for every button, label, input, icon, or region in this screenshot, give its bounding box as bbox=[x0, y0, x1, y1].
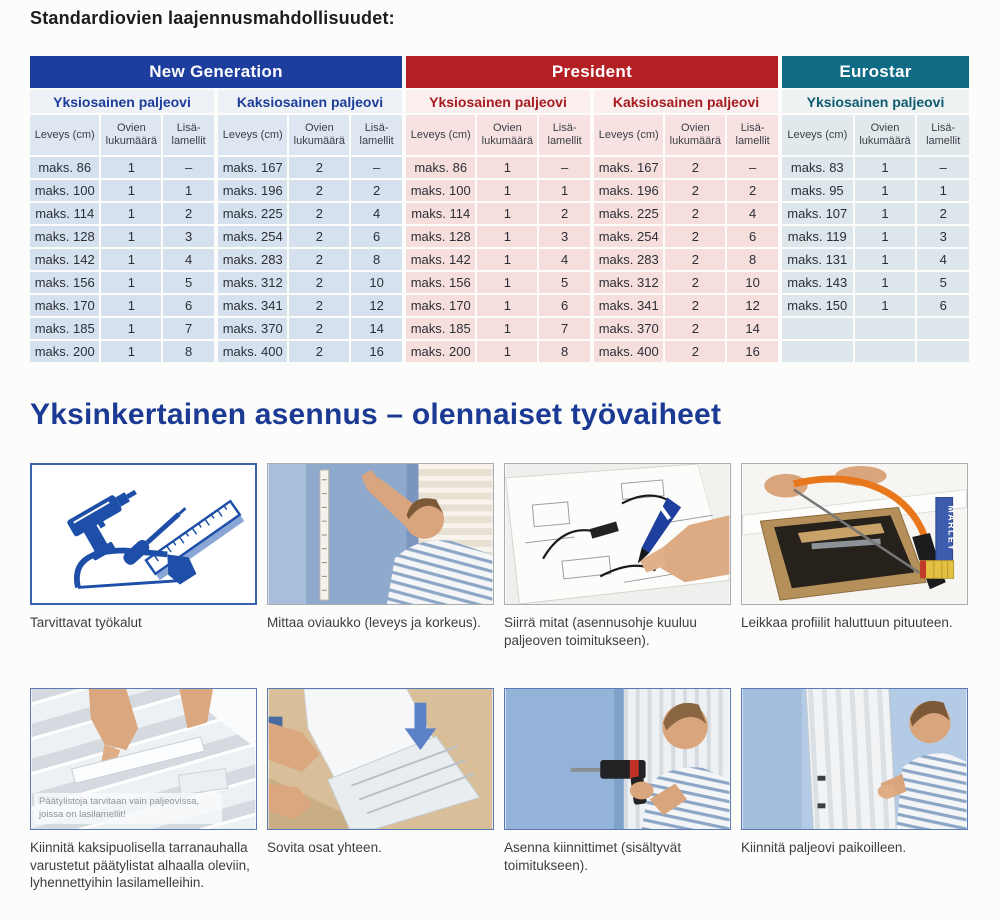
table-cell: maks. 341 bbox=[594, 295, 663, 316]
door-type-group bbox=[406, 90, 590, 362]
column-header: Lisä-lamellit bbox=[163, 115, 214, 155]
table-cell: 1 bbox=[101, 180, 161, 201]
saw-illustration bbox=[742, 464, 967, 604]
table-cell: 2 bbox=[289, 157, 349, 178]
table-cell: 2 bbox=[289, 226, 349, 247]
brand-section-new-generation bbox=[30, 56, 402, 362]
brand-groups bbox=[30, 90, 402, 362]
folding-ruler-icon bbox=[920, 561, 954, 579]
table-cell: 10 bbox=[727, 272, 778, 293]
table-cell: 14 bbox=[351, 318, 402, 339]
step-caption: Asenna kiinnittimet (sisältyvät toimitukseen). bbox=[504, 840, 682, 873]
drill-illustration bbox=[505, 689, 730, 829]
table-cell: 6 bbox=[917, 295, 969, 316]
table-cell: maks. 131 bbox=[782, 249, 853, 270]
table-cell: 2 bbox=[665, 226, 725, 247]
column-header: Leveys (cm) bbox=[782, 115, 853, 155]
table-cell: 2 bbox=[289, 249, 349, 270]
column-header: Leveys (cm) bbox=[594, 115, 663, 155]
table-cell bbox=[917, 341, 969, 362]
table-cell: 7 bbox=[539, 318, 590, 339]
spec-grid bbox=[406, 115, 590, 362]
group-title: Yksiosainen paljeovi bbox=[782, 90, 969, 113]
table-cell: 1 bbox=[477, 226, 537, 247]
table-cell: 2 bbox=[665, 249, 725, 270]
spec-grid bbox=[218, 115, 402, 362]
table-cell: maks. 114 bbox=[30, 203, 99, 224]
table-cell: 14 bbox=[727, 318, 778, 339]
table-cell: 2 bbox=[665, 203, 725, 224]
table-cell: 10 bbox=[351, 272, 402, 293]
table-cell: 2 bbox=[727, 180, 778, 201]
table-cell: 8 bbox=[539, 341, 590, 362]
table-cell: 12 bbox=[727, 295, 778, 316]
table-cell: maks. 400 bbox=[218, 341, 287, 362]
table-cell: 1 bbox=[101, 203, 161, 224]
table-cell bbox=[782, 318, 853, 339]
table-cell: – bbox=[917, 157, 969, 178]
table-cell: maks. 100 bbox=[30, 180, 99, 201]
table-cell: maks. 225 bbox=[218, 203, 287, 224]
door-type-group bbox=[594, 90, 778, 362]
table-cell: 1 bbox=[101, 226, 161, 247]
table-cell: maks. 83 bbox=[782, 157, 853, 178]
package-label: MARLEY bbox=[946, 505, 957, 552]
table-cell: maks. 196 bbox=[218, 180, 287, 201]
table-cell: 3 bbox=[163, 226, 214, 247]
mount-door-photo bbox=[741, 688, 968, 830]
tools-illustration bbox=[32, 465, 255, 603]
table-cell: 5 bbox=[163, 272, 214, 293]
plan-photo bbox=[504, 463, 731, 605]
table-cell: maks. 200 bbox=[30, 341, 99, 362]
table-cell: 2 bbox=[539, 203, 590, 224]
table-cell: maks. 142 bbox=[406, 249, 475, 270]
step-tools bbox=[30, 463, 257, 649]
step-transfer-measurements bbox=[504, 463, 731, 649]
step-measure bbox=[267, 463, 494, 649]
table-cell: maks. 143 bbox=[782, 272, 853, 293]
table-cell: maks. 370 bbox=[218, 318, 287, 339]
table-cell: 8 bbox=[351, 249, 402, 270]
brand-section-president bbox=[406, 56, 778, 362]
installation-steps-row-1 bbox=[30, 463, 969, 649]
table-cell: 2 bbox=[665, 341, 725, 362]
step-cut-profiles bbox=[741, 463, 968, 649]
table-cell: – bbox=[351, 157, 402, 178]
table-cell: 1 bbox=[477, 318, 537, 339]
table-cell: 16 bbox=[351, 341, 402, 362]
column-header: Lisä-lamellit bbox=[539, 115, 590, 155]
table-cell: maks. 283 bbox=[594, 249, 663, 270]
section-title: Yksinkertainen asennus – olennaiset työvaiheet bbox=[30, 398, 722, 431]
plan-illustration bbox=[505, 464, 730, 604]
column-header: Leveys (cm) bbox=[218, 115, 287, 155]
table-cell: maks. 156 bbox=[406, 272, 475, 293]
table-cell: maks. 114 bbox=[406, 203, 475, 224]
end-strips-photo bbox=[30, 688, 257, 830]
column-header: Ovien lukumäärä bbox=[289, 115, 349, 155]
table-cell: 1 bbox=[855, 226, 916, 247]
table-cell: 2 bbox=[289, 341, 349, 362]
table-cell: maks. 312 bbox=[218, 272, 287, 293]
table-cell: 6 bbox=[727, 226, 778, 247]
table-cell: maks. 119 bbox=[782, 226, 853, 247]
column-header: Ovien lukumäärä bbox=[855, 115, 916, 155]
table-cell: 1 bbox=[855, 180, 916, 201]
table-cell: maks. 196 bbox=[594, 180, 663, 201]
table-cell: maks. 312 bbox=[594, 272, 663, 293]
table-cell: 1 bbox=[163, 180, 214, 201]
step-caption: Tarvittavat työkalut bbox=[30, 615, 142, 630]
table-cell: 2 bbox=[289, 318, 349, 339]
table-cell: 6 bbox=[539, 295, 590, 316]
table-cell: 5 bbox=[917, 272, 969, 293]
table-cell: 1 bbox=[477, 180, 537, 201]
brand-groups bbox=[406, 90, 778, 362]
door-type-group bbox=[218, 90, 402, 362]
column-header: Lisä-lamellit bbox=[917, 115, 969, 155]
table-cell: maks. 167 bbox=[594, 157, 663, 178]
fit-parts-illustration bbox=[268, 689, 493, 829]
table-cell: maks. 86 bbox=[30, 157, 99, 178]
table-cell: – bbox=[163, 157, 214, 178]
table-cell: 6 bbox=[163, 295, 214, 316]
column-header: Leveys (cm) bbox=[30, 115, 99, 155]
step-caption: Mittaa oviaukko (leveys ja korkeus). bbox=[267, 615, 481, 630]
table-cell: 2 bbox=[665, 272, 725, 293]
column-header: Ovien lukumäärä bbox=[665, 115, 725, 155]
door-type-group bbox=[782, 90, 969, 362]
table-cell: maks. 170 bbox=[406, 295, 475, 316]
wall bbox=[743, 689, 802, 829]
table-cell: 1 bbox=[101, 249, 161, 270]
table-cell: 1 bbox=[477, 249, 537, 270]
table-cell: 1 bbox=[477, 203, 537, 224]
table-cell: maks. 107 bbox=[782, 203, 853, 224]
table-cell: 4 bbox=[917, 249, 969, 270]
measure-illustration bbox=[268, 464, 493, 604]
step-fit-parts bbox=[267, 688, 494, 892]
table-cell: maks. 341 bbox=[218, 295, 287, 316]
table-cell: maks. 86 bbox=[406, 157, 475, 178]
table-cell: maks. 254 bbox=[218, 226, 287, 247]
table-cell: 1 bbox=[917, 180, 969, 201]
table-cell bbox=[855, 341, 916, 362]
table-cell: 2 bbox=[289, 180, 349, 201]
table-cell: – bbox=[539, 157, 590, 178]
measuring-tape-icon bbox=[320, 470, 329, 600]
spec-grid bbox=[782, 115, 969, 362]
door-type-group bbox=[30, 90, 214, 362]
table-cell: 5 bbox=[539, 272, 590, 293]
table-cell: 2 bbox=[665, 318, 725, 339]
brand-header-new-generation: New Generation bbox=[30, 56, 402, 88]
table-cell: 2 bbox=[665, 157, 725, 178]
table-cell: 12 bbox=[351, 295, 402, 316]
table-cell: maks. 95 bbox=[782, 180, 853, 201]
table-cell: 4 bbox=[539, 249, 590, 270]
spec-grid bbox=[30, 115, 214, 362]
table-cell: 1 bbox=[101, 272, 161, 293]
spec-grid bbox=[594, 115, 778, 362]
table-cell: – bbox=[727, 157, 778, 178]
table-cell: 3 bbox=[539, 226, 590, 247]
table-cell: 1 bbox=[855, 157, 916, 178]
table-cell: 2 bbox=[289, 203, 349, 224]
table-cell: maks. 150 bbox=[782, 295, 853, 316]
step-install-fixings bbox=[504, 688, 731, 892]
step-caption: Kiinnitä kaksipuolisella tarranauhalla varustetut päätylistat alhaalla oleviin, lyhennettyihin lasilamelleihin. bbox=[30, 840, 250, 891]
table-cell: maks. 283 bbox=[218, 249, 287, 270]
table-cell: 1 bbox=[855, 272, 916, 293]
table-cell: 1 bbox=[101, 295, 161, 316]
table-cell: 1 bbox=[101, 318, 161, 339]
table-cell: 4 bbox=[351, 203, 402, 224]
table-cell: maks. 185 bbox=[406, 318, 475, 339]
column-header: Lisä-lamellit bbox=[727, 115, 778, 155]
table-cell: 2 bbox=[665, 295, 725, 316]
table-cell: 7 bbox=[163, 318, 214, 339]
fit-parts-photo bbox=[267, 688, 494, 830]
tools-photo bbox=[30, 463, 257, 605]
table-cell: 1 bbox=[101, 157, 161, 178]
table-cell: 1 bbox=[855, 203, 916, 224]
mount-door-illustration bbox=[742, 689, 967, 829]
table-cell: 2 bbox=[351, 180, 402, 201]
measure-photo bbox=[267, 463, 494, 605]
table-cell: 4 bbox=[163, 249, 214, 270]
step-caption: Siirrä mitat (asennusohje kuuluu paljeoven toimitukseen). bbox=[504, 615, 697, 648]
table-cell: maks. 128 bbox=[30, 226, 99, 247]
column-header: Ovien lukumäärä bbox=[477, 115, 537, 155]
table-cell: 1 bbox=[477, 157, 537, 178]
table-cell: 2 bbox=[665, 180, 725, 201]
table-cell: 1 bbox=[477, 272, 537, 293]
step-mount-door bbox=[741, 688, 968, 892]
table-cell: 2 bbox=[917, 203, 969, 224]
table-cell bbox=[855, 318, 916, 339]
table-cell: 2 bbox=[289, 295, 349, 316]
wall-panel bbox=[269, 464, 306, 604]
table-cell: 4 bbox=[727, 203, 778, 224]
column-header: Leveys (cm) bbox=[406, 115, 475, 155]
table-cell: maks. 100 bbox=[406, 180, 475, 201]
brand-section-eurostar bbox=[782, 56, 969, 362]
table-cell: maks. 142 bbox=[30, 249, 99, 270]
table-cell: maks. 370 bbox=[594, 318, 663, 339]
table-cell: 2 bbox=[289, 272, 349, 293]
table-cell: 1 bbox=[477, 341, 537, 362]
spec-table bbox=[30, 56, 969, 362]
table-cell: maks. 400 bbox=[594, 341, 663, 362]
table-cell: maks. 225 bbox=[594, 203, 663, 224]
table-cell: maks. 128 bbox=[406, 226, 475, 247]
brand-groups bbox=[782, 90, 969, 362]
table-cell bbox=[782, 341, 853, 362]
column-header: Ovien lukumäärä bbox=[101, 115, 161, 155]
column-header: Lisä-lamellit bbox=[351, 115, 402, 155]
group-title: Kaksiosainen paljeovi bbox=[218, 90, 402, 113]
step-caption: Kiinnitä paljeovi paikoilleen. bbox=[741, 840, 907, 855]
table-cell: 8 bbox=[163, 341, 214, 362]
brand-header-president: President bbox=[406, 56, 778, 88]
table-cell: maks. 170 bbox=[30, 295, 99, 316]
table-cell: 6 bbox=[351, 226, 402, 247]
table-cell: maks. 167 bbox=[218, 157, 287, 178]
table-cell: 1 bbox=[539, 180, 590, 201]
group-title: Kaksiosainen paljeovi bbox=[594, 90, 778, 113]
installation-steps-row-2 bbox=[30, 688, 969, 892]
photo-note: Päätylistoja tarvitaan vain paljeovissa, joissa on lasilamellit! bbox=[34, 793, 222, 824]
table-cell: maks. 185 bbox=[30, 318, 99, 339]
table-cell: 1 bbox=[477, 295, 537, 316]
drill-photo bbox=[504, 688, 731, 830]
table-cell: maks. 156 bbox=[30, 272, 99, 293]
step-end-strips bbox=[30, 688, 257, 892]
step-caption: Leikkaa profiilit haluttuun pituuteen. bbox=[741, 615, 953, 630]
table-cell: 1 bbox=[101, 341, 161, 362]
page-title: Standardiovien laajennusmahdollisuudet: bbox=[30, 8, 395, 28]
table-cell bbox=[917, 318, 969, 339]
table-cell: 1 bbox=[855, 295, 916, 316]
group-title: Yksiosainen paljeovi bbox=[30, 90, 214, 113]
table-cell: 2 bbox=[163, 203, 214, 224]
table-cell: 3 bbox=[917, 226, 969, 247]
step-caption: Sovita osat yhteen. bbox=[267, 840, 382, 855]
group-title: Yksiosainen paljeovi bbox=[406, 90, 590, 113]
table-cell: 1 bbox=[855, 249, 916, 270]
table-cell: 16 bbox=[727, 341, 778, 362]
brand-header-eurostar: Eurostar bbox=[782, 56, 969, 88]
table-cell: maks. 254 bbox=[594, 226, 663, 247]
table-cell: 8 bbox=[727, 249, 778, 270]
saw-photo bbox=[741, 463, 968, 605]
wall bbox=[506, 689, 622, 829]
table-cell: maks. 200 bbox=[406, 341, 475, 362]
